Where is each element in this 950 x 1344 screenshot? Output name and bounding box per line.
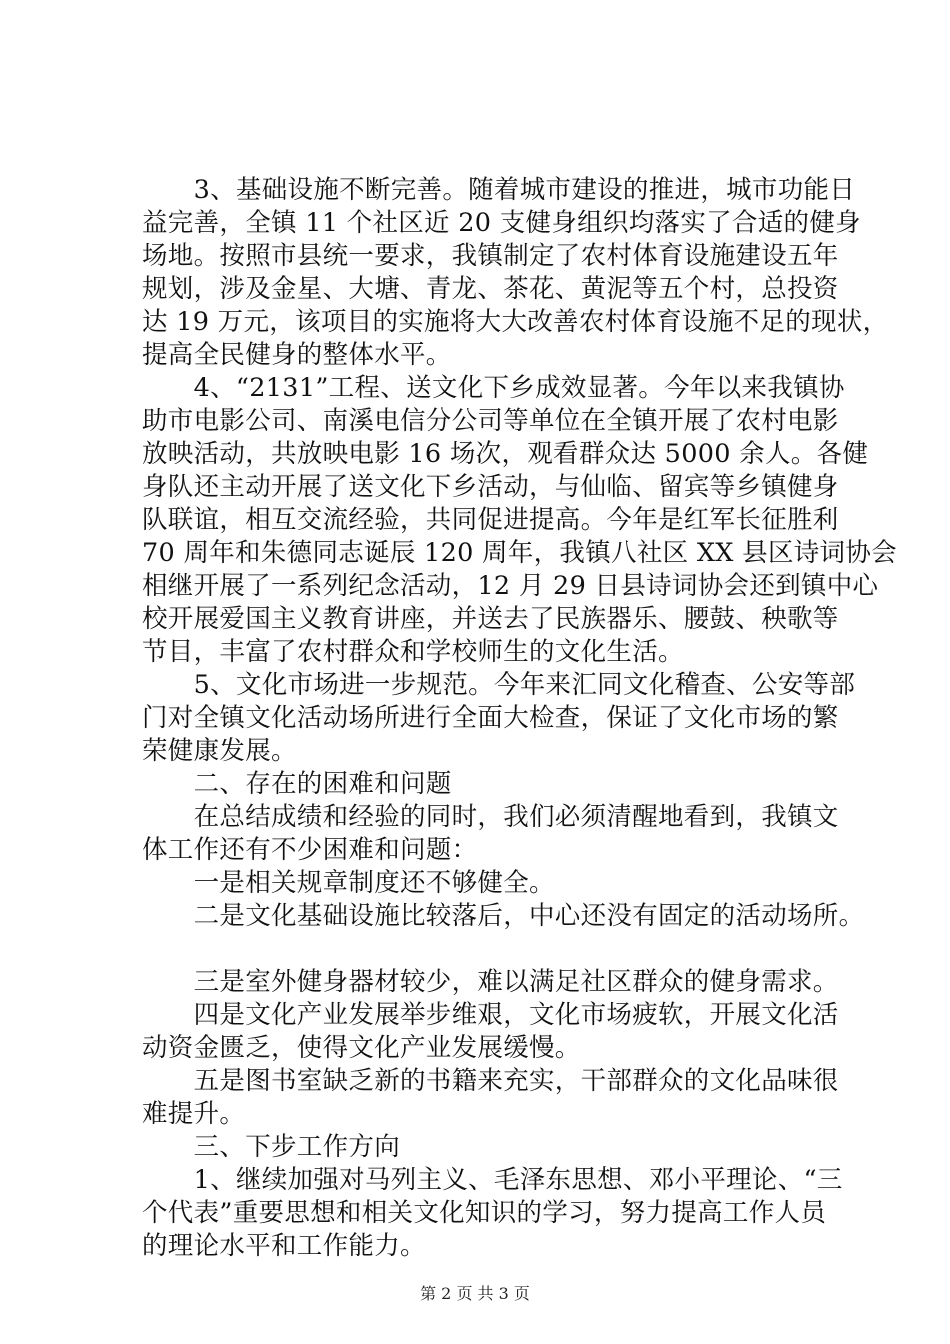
text-line: 二是文化基础设施比较落后，中心还没有固定的活动场所。: [142, 901, 865, 931]
text-line: 校开展爱国主义教育讲座，并送去了民族器乐、腰鼓、秧歌等: [142, 604, 839, 634]
text-line: 身队还主动开展了送文化下乡活动，与仙临、留宾等乡镇健身: [142, 472, 839, 502]
text-line: 场地。按照市县统一要求，我镇制定了农村体育设施建设五年: [142, 241, 839, 271]
section-heading: 二、存在的困难和问题: [142, 769, 452, 799]
text-line: 三是室外健身器材较少，难以满足社区群众的健身需求。: [142, 967, 839, 997]
text-line: 1、继续加强对马列主义、毛泽东思想、邓小平理论、“三: [142, 1165, 843, 1195]
text-line: 五是图书室缺乏新的书籍来充实，干部群众的文化品味很: [142, 1066, 839, 1096]
text-line: 放映活动，共放映电影 16 场次，观看群众达 5000 余人。各健: [142, 439, 869, 469]
page-number-footer: 第 2 页 共 3 页: [420, 1284, 530, 1303]
text-line: 队联谊，相互交流经验，共同促进提高。今年是红军长征胜利: [142, 505, 839, 535]
text-line: 四是文化产业发展举步维艰，文化市场疲软，开展文化活: [142, 1000, 839, 1030]
text-line: 的理论水平和工作能力。: [142, 1231, 426, 1261]
text-line: 荣健康发展。: [142, 736, 297, 766]
text-line: 一是相关规章制度还不够健全。: [142, 868, 555, 898]
text-line: 相继开展了一系列纪念活动，12 月 29 日县诗词协会还到镇中心: [142, 571, 879, 601]
section-heading: 三、下步工作方向: [142, 1132, 401, 1162]
text-line: 益完善，全镇 11 个社区近 20 支健身组织均落实了合适的健身: [142, 208, 861, 238]
text-line: 规划，涉及金星、大塘、青龙、茶花、黄泥等五个村，总投资: [142, 274, 839, 304]
text-line: 难提升。: [142, 1099, 246, 1129]
text-line: 助市电影公司、南溪电信分公司等单位在全镇开展了农村电影: [142, 406, 839, 436]
text-line: 门对全镇文化活动场所进行全面大检查，保证了文化市场的繁: [142, 703, 839, 733]
text-line: 节目，丰富了农村群众和学校师生的文化生活。: [142, 637, 684, 667]
text-line: 4、“2131”工程、送文化下乡成效显著。今年以来我镇协: [142, 373, 845, 403]
text-line: 5、文化市场进一步规范。今年来汇同文化稽查、公安等部: [142, 670, 856, 700]
document-body: [142, 174, 897, 1263]
text-line: 提高全民健身的整体水平。: [142, 340, 452, 370]
text-line: 70 周年和朱德同志诞辰 120 周年，我镇八社区 XX 县区诗词协会: [142, 538, 897, 568]
text-line: 动资金匮乏，使得文化产业发展缓慢。: [142, 1033, 581, 1063]
text-line: 3、基础设施不断完善。随着城市建设的推进，城市功能日: [142, 175, 856, 205]
text-line: 达 19 万元，该项目的实施将大大改善农村体育设施不足的现状，: [142, 307, 889, 337]
text-line: 个代表”重要思想和相关文化知识的学习，努力提高工作人员: [142, 1198, 827, 1228]
text-line: 体工作还有不少困难和问题：: [142, 835, 478, 865]
text-line: 在总结成绩和经验的同时，我们必须清醒地看到，我镇文: [142, 802, 839, 832]
